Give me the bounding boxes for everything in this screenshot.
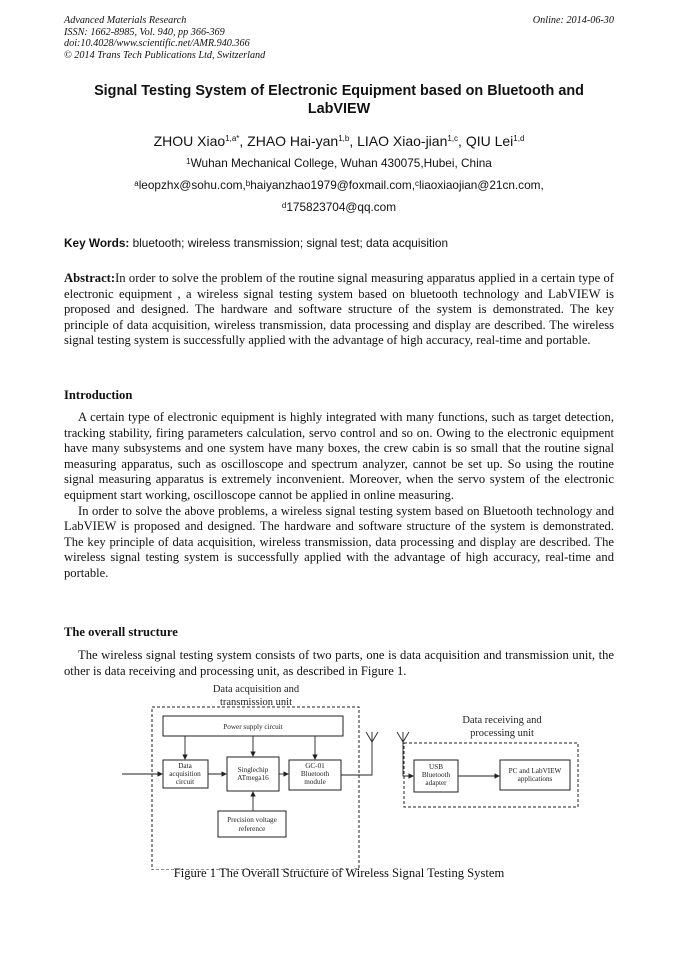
daq-label-3: circuit bbox=[175, 778, 195, 786]
vref-label-2: reference bbox=[238, 825, 266, 833]
usb-label-2: Bluetooth bbox=[421, 771, 451, 779]
author-name: LIAO Xiao-jian bbox=[357, 133, 448, 149]
abstract-text: In order to solve the problem of the routine signal measuring apparatus applied in a certain type of electronic equipment , a wireless signal testing system based on bluetooth technology and LabVIEW is proposed and designed. The hardware and software structure of the system is demonstrated. The key principle of data acquisition, wireless transmission, data processing and display are described. The wireless signal testing system is successfully applied with the advantage of high accuracy, real-time and portable. bbox=[64, 271, 614, 348]
daq-label-1: Data bbox=[178, 762, 192, 770]
overall-structure-heading: The overall structure bbox=[64, 625, 178, 639]
email-superscript: a bbox=[134, 179, 139, 188]
email-c: liaoxiaojian@21cn.com, bbox=[418, 178, 544, 192]
email-b: haiyanzhao1979@foxmail.com, bbox=[250, 178, 415, 192]
paragraph: The wireless signal testing system consists of two parts, one is data acquisition and transmission unit, the other is data receiving and processing unit, as described in Figure 1. bbox=[64, 648, 614, 678]
title-line-2: LabVIEW bbox=[307, 101, 371, 117]
voltage-reference-block bbox=[218, 811, 286, 837]
email-line-2 bbox=[40, 200, 638, 215]
author-separator: , bbox=[349, 133, 358, 149]
bt-label-2: Bluetooth bbox=[300, 770, 330, 778]
bt-label-1: GC-01 bbox=[305, 762, 325, 770]
mcu-label-2: ATmega16 bbox=[237, 774, 269, 782]
author-separator: , bbox=[239, 133, 248, 149]
mcu-label-1: Singlechip bbox=[237, 766, 269, 774]
issn-line: ISSN: 1662-8985, Vol. 940, pp 366-369 bbox=[64, 26, 225, 38]
figure-1-caption: Figure 1 The Overall Structure of Wireless Signal Testing System bbox=[173, 866, 505, 880]
author-name: ZHAO Hai-yan bbox=[247, 133, 339, 149]
unit1-label-line2: transmission unit bbox=[219, 697, 293, 708]
email-superscript: d bbox=[281, 201, 287, 210]
daq-label-2: acquisition bbox=[169, 770, 201, 778]
journal-header bbox=[64, 15, 614, 61]
keywords-label: Key Words: bbox=[64, 236, 130, 250]
abstract-label: Abstract: bbox=[64, 271, 116, 285]
usb-label-3: adapter bbox=[425, 779, 447, 787]
author-name: ZHOU Xiao bbox=[153, 133, 226, 149]
pc-label-2: applications bbox=[517, 775, 553, 783]
author-superscript: 1,b bbox=[338, 134, 350, 143]
power-supply-label: Power supply circuit bbox=[223, 723, 283, 731]
introduction-heading: Introduction bbox=[64, 388, 133, 402]
overall-structure-body bbox=[64, 648, 614, 679]
keywords bbox=[64, 236, 614, 251]
unit1-label-line1: Data acquisition and bbox=[212, 684, 300, 695]
author-superscript: 1,c bbox=[447, 134, 459, 143]
author-separator: , bbox=[458, 133, 466, 149]
figure-1-block-diagram bbox=[0, 680, 678, 870]
unit2-label-line1: Data receiving and bbox=[462, 715, 542, 726]
author-superscript: 1,a* bbox=[225, 134, 240, 143]
title-line-1: Signal Testing System of Electronic Equipment based on Bluetooth and bbox=[94, 83, 584, 99]
email-line-1 bbox=[40, 178, 638, 193]
author-name: QIU Lei bbox=[465, 133, 514, 149]
bt-antenna-feed bbox=[341, 742, 372, 775]
affiliation-superscript: 1 bbox=[186, 157, 191, 166]
author-list bbox=[40, 132, 638, 150]
affiliation bbox=[40, 156, 638, 171]
online-date: Online: 2014-06-30 bbox=[532, 15, 614, 26]
author-superscript: 1,d bbox=[513, 134, 525, 143]
email-d: 175823704@qq.com bbox=[286, 200, 397, 214]
unit2-label-line2: processing unit bbox=[470, 728, 534, 739]
abstract bbox=[64, 271, 614, 349]
journal-name: Advanced Materials Research bbox=[64, 15, 187, 26]
doi-line: doi:10.4028/www.scientific.net/AMR.940.366 bbox=[64, 38, 250, 50]
affiliation-text: Wuhan Mechanical College, Wuhan 430075,Hubei, China bbox=[190, 156, 492, 170]
email-superscript: c bbox=[414, 179, 419, 188]
pc-label-1: PC and LabVIEW bbox=[508, 767, 562, 775]
copyright-line: © 2014 Trans Tech Publications Ltd, Switzerland bbox=[64, 49, 266, 61]
usb-label-1: USB bbox=[429, 763, 443, 771]
paper-title bbox=[60, 82, 618, 118]
email-a: leopzhx@sohu.com, bbox=[138, 178, 246, 192]
bt-label-3: module bbox=[304, 778, 326, 786]
paragraph: In order to solve the above problems, a wireless signal testing system based on Bluetooth technology and LabVIEW is proposed and designed. The hardware and software structure of the system is demonstrated. The key principle of data acquisition, wireless transmission, data processing and display are described. The wireless signal testing system is successfully applied with the advantage of high accuracy, real-time and portable. bbox=[64, 503, 614, 580]
email-superscript: b bbox=[245, 179, 251, 188]
vref-label-1: Precision voltage bbox=[227, 816, 277, 824]
introduction-body bbox=[64, 410, 614, 582]
paragraph: A certain type of electronic equipment is highly integrated with many functions, such as target detection, tracking stability, firing parameters calculation, servo control and so on. Owing to the electronic equipment have many subsystems and one system have many boxes, the crew cabin is so small that the routine signal measuring apparatus, such as oscilloscope and spectrum analyzer, cannot be set up. So using the routine signal measuring apparatus is extremely inconvenient. Moreover, when the servo system of the electronic equipment start working, oscilloscope cannot be applied in online measuring. bbox=[64, 410, 614, 502]
keywords-text: bluetooth; wireless transmission; signal test; data acquisition bbox=[129, 236, 449, 250]
